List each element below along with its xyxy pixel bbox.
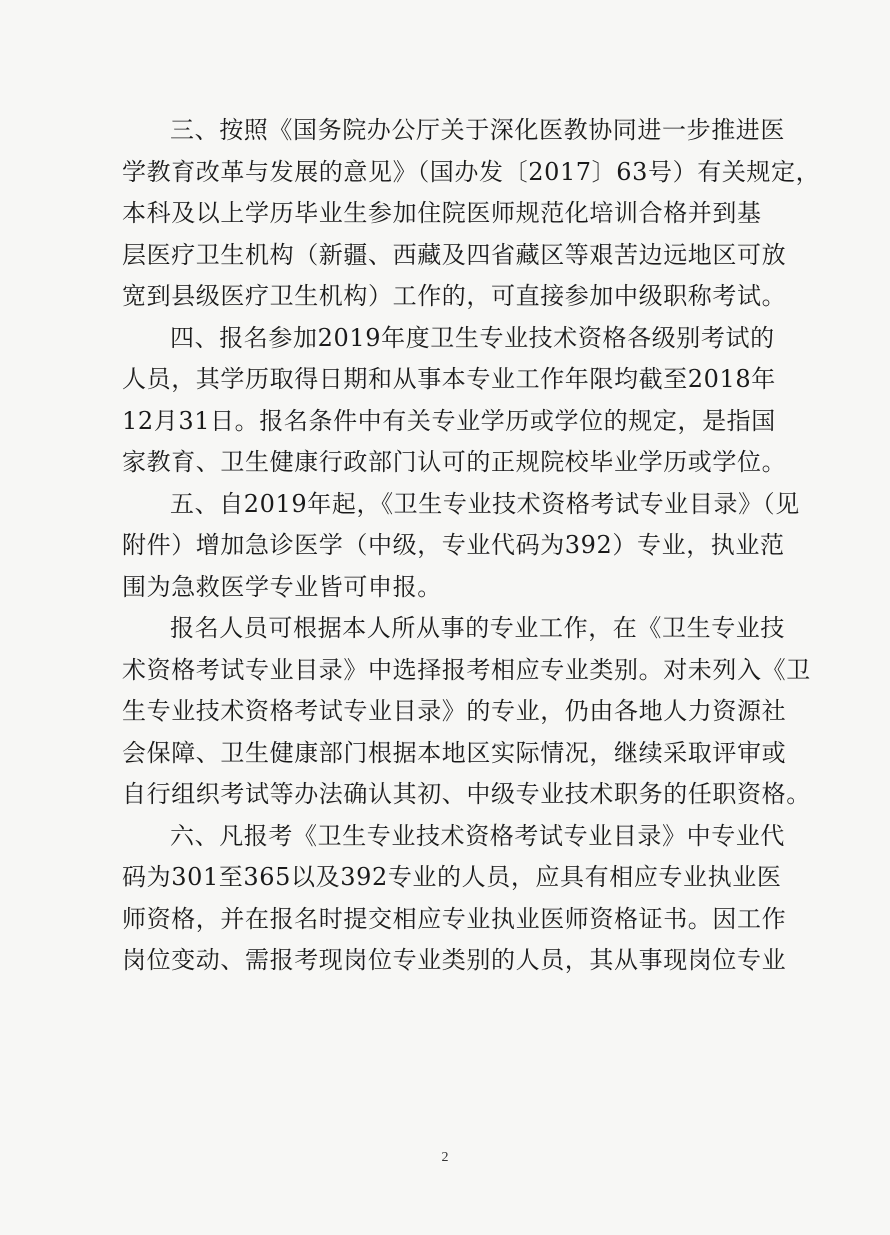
text-line: 宽到县级医疗卫生机构）工作的，可直接参加中级职称考试。 [122, 282, 787, 310]
text-line: 三、按照《国务院办公厅关于深化医教协同进一步推进医 [170, 116, 785, 144]
document-body [122, 110, 821, 982]
text-line: 四、报名参加2019年度卫生专业技术资格各级别考试的 [170, 323, 775, 352]
text-line: 人员，其学历取得日期和从事本专业工作年限均截至2018年 [122, 365, 776, 393]
text-line: 师资格，并在报名时提交相应专业执业医师资格证书。因工作 [122, 904, 787, 933]
text-line: 会保障、卫生健康部门根据本地区实际情况，继续采取评审或 [122, 738, 787, 767]
text-line: 术资格考试专业目录》中选择报考相应专业类别。对未列入《卫 [122, 655, 811, 684]
text-line: 层医疗卫生机构（新疆、西藏及四省藏区等艰苦边远地区可放 [122, 240, 787, 269]
text-line: 生专业技术资格考试专业目录》的专业，仍由各地人力资源社 [122, 697, 787, 725]
text-line: 五、自2019年起，《卫生专业技术资格考试专业目录》（见 [170, 489, 800, 518]
text-line: 六、凡报考《卫生专业技术资格考试专业目录》中专业代 [170, 821, 785, 850]
paragraph-3 [122, 110, 821, 318]
paragraph-registration-note [122, 608, 811, 816]
text-line: 岗位变动、需报考现岗位专业类别的人员，其从事现岗位专业 [122, 946, 787, 974]
text-line: 家教育、卫生健康行政部门认可的正规院校毕业学历或学位。 [122, 448, 787, 476]
text-line: 码为301至365以及392专业的人员，应具有相应专业执业医 [122, 863, 782, 891]
page-number: 2 [441, 1150, 449, 1165]
text-line: 12月31日。报名条件中有关专业学历或学位的规定，是指国 [122, 406, 776, 435]
paragraph-6 [122, 816, 787, 982]
text-line: 围为急救医学专业皆可申报。 [122, 572, 442, 601]
text-line: 自行组织考试等办法确认其初、中级专业技术职务的任职资格。 [122, 780, 811, 808]
paragraph-4 [122, 318, 787, 484]
paragraph-5 [122, 484, 800, 609]
text-line: 学教育改革与发展的意见》（国办发〔2017〕63号）有关规定， [122, 157, 821, 186]
text-line: 本科及以上学历毕业生参加住院医师规范化培训合格并到基 [122, 199, 762, 227]
text-line: 附件）增加急诊医学（中级，专业代码为392）专业，执业范 [122, 531, 785, 559]
text-line: 报名人员可根据本人所从事的专业工作，在《卫生专业技 [170, 614, 785, 642]
